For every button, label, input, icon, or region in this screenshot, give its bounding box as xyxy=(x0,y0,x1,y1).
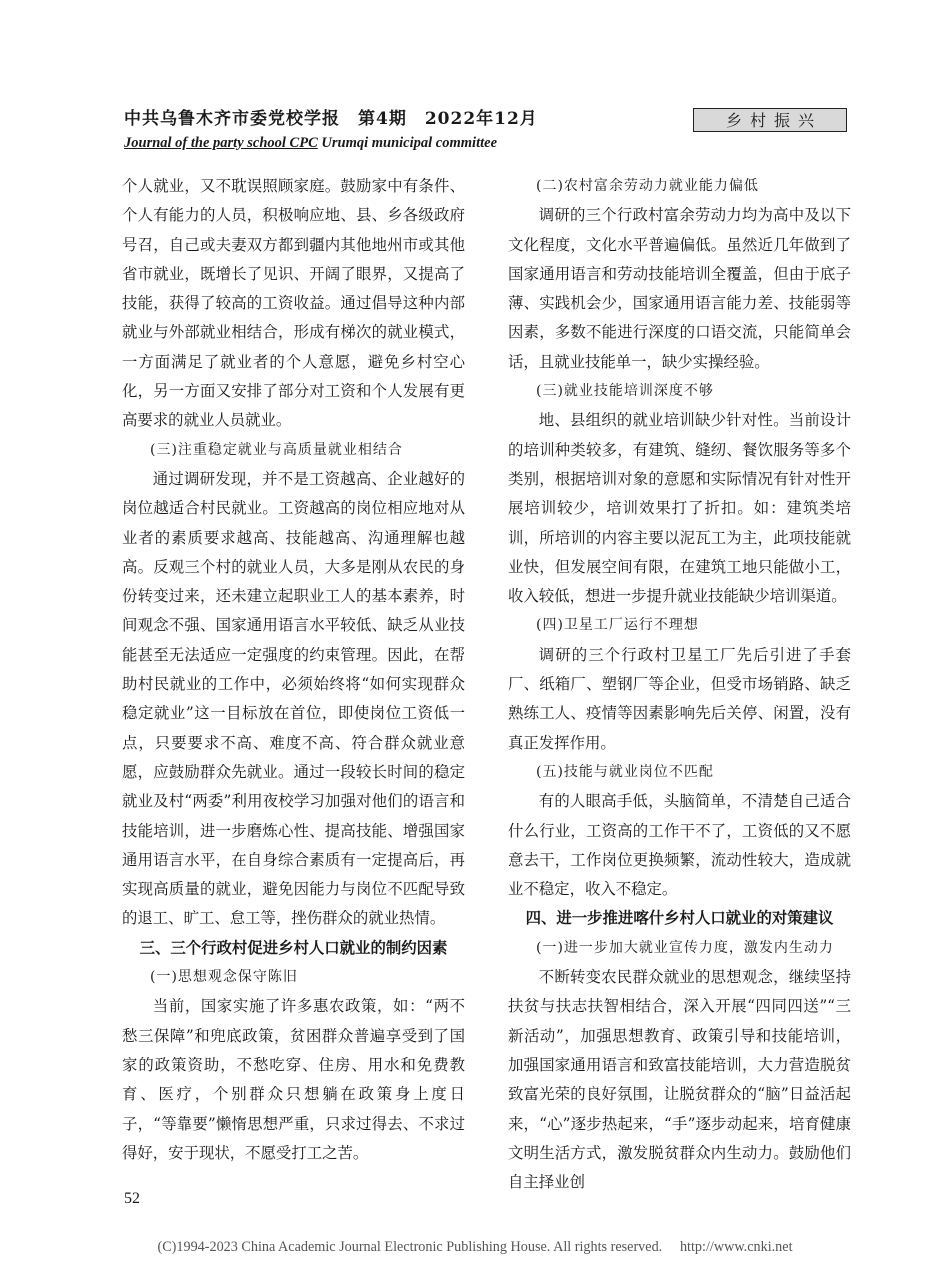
subsection-heading: (三)就业技能培训深度不够 xyxy=(536,383,714,400)
paragraph: 调研的三个行政村卫星工厂先后引进了手套厂、纸箱厂、塑钢厂等企业，但受市场销路、缺乏熟练工人、疫情等因素影响先后关停、闲置，没有真正发挥作用。 xyxy=(508,645,851,752)
subsection-heading: (二)农村富余劳动力就业能力偏低 xyxy=(536,178,759,194)
journal-title-en xyxy=(124,135,538,152)
right-column xyxy=(508,172,851,1197)
left-column xyxy=(122,172,465,1168)
subsection-heading: (一)进一步加大就业宣传力度，激发内生动力 xyxy=(536,939,834,956)
subsection-heading: (五)技能与就业岗位不匹配 xyxy=(536,763,714,780)
section-heading: 三、三个行政村促进乡村人口就业的制约因素 xyxy=(139,938,448,957)
paragraph: 有的人眼高手低，头脑简单，不清楚自己适合什么行业，工资高的工作干不了，工资低的又不愿意去干，工作岗位更换频繁，流动性较大，造成就业不稳定，收入不稳定。 xyxy=(508,792,851,899)
section-heading: 四、进一步推进喀什乡村人口就业的对策建议 xyxy=(525,909,834,928)
subsection-heading: (一)思想观念保守陈旧 xyxy=(150,969,298,986)
journal-title-cn: 中共乌鲁木齐市委党校学报 第4期 2022年12月 xyxy=(124,109,538,129)
paragraph: 调研的三个行政村富余劳动力均为高中及以下文化程度，文化水平普遍偏低。虽然近几年做到了国家通用语言和劳动技能培训全覆盖，但由于底子薄、实践机会少，国家通用语言能力差、技能弱等因素，多数不能进行深度的口语交流，只能简单会话，且就业技能单一，缺少实操经验。 xyxy=(508,206,851,371)
journal-title-en-rest: Urumqi municipal committee xyxy=(317,135,498,151)
subsection-heading: (四)卫星工厂运行不理想 xyxy=(536,617,699,634)
running-header xyxy=(124,104,538,152)
section-tag: 乡村振兴 xyxy=(693,108,847,132)
journal-title-en-underlined: Journal of the party school CPC xyxy=(124,135,318,151)
copyright-footer: (C)1994-2023 China Academic Journal Electronic Publishing House. All rights reserved. http://www.cnki.net xyxy=(157,1239,793,1255)
paragraph: 地、县组织的就业培训缺少针对性。当前设计的培训种类较多，有建筑、缝纫、餐饮服务等多个类别，根据培训对象的意愿和实际情况有针对性开展培训较少，培训效果打了折扣。如：建筑类培训，所培训的内容主要以泥瓦工为主，此项技能就业快，但发展空间有限，在建筑工地只能做小工，收入较低，想进一步提升就业技能缺少培训渠道。 xyxy=(508,411,851,606)
paragraph: 通过调研发现，并不是工资越高、企业越好的岗位越适合村民就业。工资越高的岗位相应地对从业者的素质要求越高、技能越高、沟通理解也越高。反观三个村的就业人员，大多是刚从农民的身份转变过来，还未建立起职业工人的基本素养，时间观念不强、国家通用语言水平较低、缺乏从业技能甚至无法适应一定强度的约束管理。因此，在帮助村民就业的工作中，必须始终将“如何实现群众稳定就业”这一目标放在首位，即使岗位工资低一点，只要要求不高、难度不高、符合群众就业意愿，应鼓励群众先就业。通过一段较长时间的稳定就业及村“两委”利用夜校学习加强对他们的语言和技能培训，进一步磨炼心性、提高技能、增强国家通用语言水平，在自身综合素质有一定提高后，再实现高质量的就业，避免因能力与岗位不匹配导致的退工、旷工、怠工等，挫伤群众的就业热情。 xyxy=(122,469,465,928)
page-number: 52 xyxy=(124,1190,140,1207)
paragraph: 个人就业，又不耽误照顾家庭。鼓励家中有条件、个人有能力的人员，积极响应地、县、乡各级政府号召，自己或夫妻双方都到疆内其他地州市或其他省市就业，既增长了见识、开阔了眼界，又提高了技能，获得了较高的工资收益。通过倡导这种内部就业与外部就业相结合，形成有梯次的就业模式，一方面满足了就业者的个人意愿，避免乡村空心化，另一方面又安排了部分对工资和个人发展有更高要求的就业人员就业。 xyxy=(122,177,465,430)
paragraph: 不断转变农民群众就业的思想观念，继续坚持扶贫与扶志扶智相结合，深入开展“四同四送”“三新活动”，加强思想教育、政策引导和技能培训，加强国家通用语言和致富技能培训，大力营造脱贫致富光荣的良好氛围，让脱贫群众的“脑”日益活起来，“心”逐步热起来，“手”逐步动起来，培育健康文明生活方式，激发脱贫群众内生动力。鼓励他们自主择业创 xyxy=(508,968,851,1192)
paragraph: 当前，国家实施了许多惠农政策，如：“两不愁三保障”和兜底政策，贫困群众普遍享受到了国家的政策资助，不愁吃穿、住房、用水和免费教育、医疗，个别群众只想躺在政策身上度日子，“等靠要”懒惰思想严重，只求过得去、不求过得好，安于现状，不愿受打工之苦。 xyxy=(122,997,465,1162)
subsection-heading: (三)注重稳定就业与高质量就业相结合 xyxy=(150,441,403,458)
